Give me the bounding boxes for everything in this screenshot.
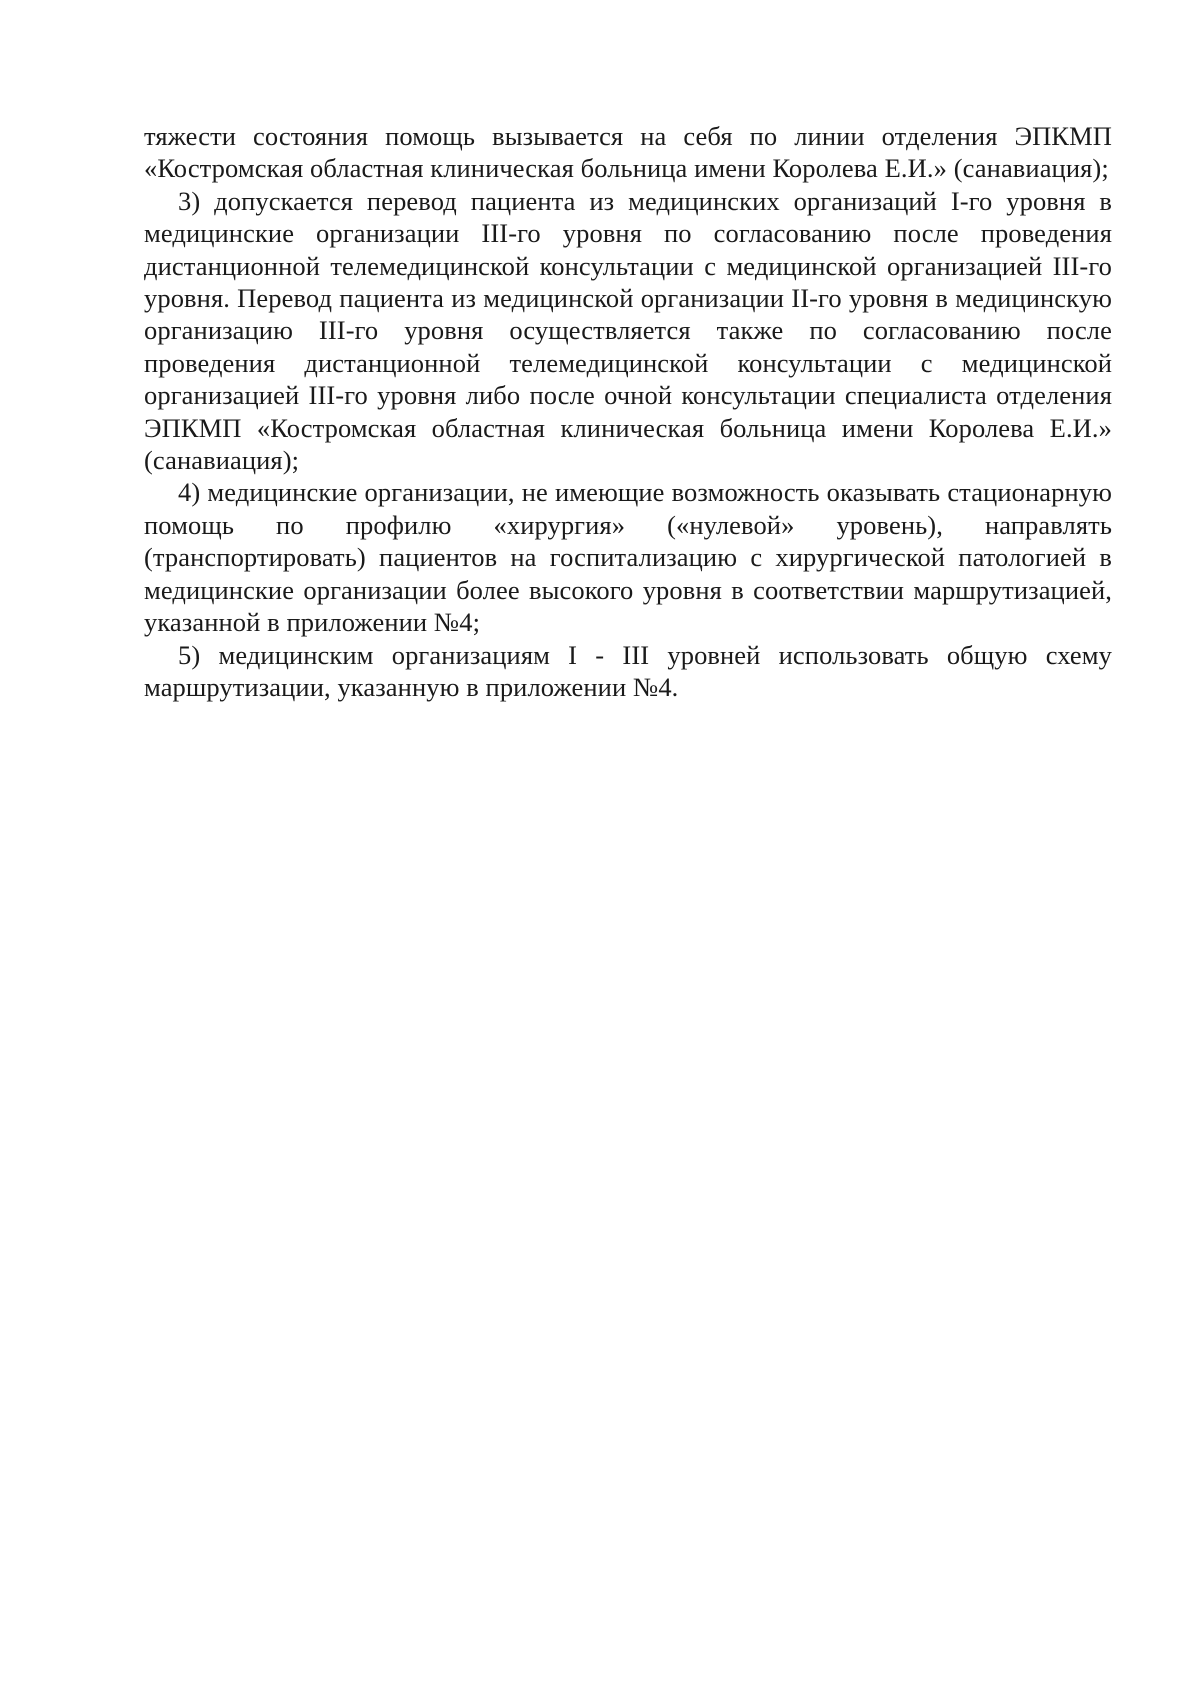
paragraph-item-3: 3) допускается перевод пациента из медицинских организаций I-го уровня в медицинские организации III-го уровня по согласованию после проведения дистанционной телемедицинской консультации с медицинской организацией III-го уровня. Перевод пациента из медицинской организации II-го уровня в медицинскую организацию III-го уровня осуществляется также по согласованию после проведения дистанционной телемедицинской консультации с медицинской организацией III-го уровня либо после очной консультации специалиста отделения ЭПКМП «Костромская областная клиническая больница имени Королева Е.И.» (санавиация); [144, 185, 1112, 476]
paragraph-continuation: тяжести состояния помощь вызывается на себя по линии отделения ЭПКМП «Костромская областная клиническая больница имени Королева Е.И.» (санавиация); [144, 121, 1112, 184]
document-body [144, 120, 1112, 703]
paragraph-item-5: 5) медицинским организациям I - III уровней использовать общую схему маршрутизации, указанную в приложении №4. [144, 639, 1112, 702]
paragraph-item-4: 4) медицинские организации, не имеющие возможность оказывать стационарную помощь по профилю «хирургия» («нулевой» уровень), направлять (транспортировать) пациентов на госпитализацию с хирургической патологией в медицинские организации более высокого уровня в соответствии маршрутизацией, указанной в приложении №4; [144, 477, 1112, 638]
